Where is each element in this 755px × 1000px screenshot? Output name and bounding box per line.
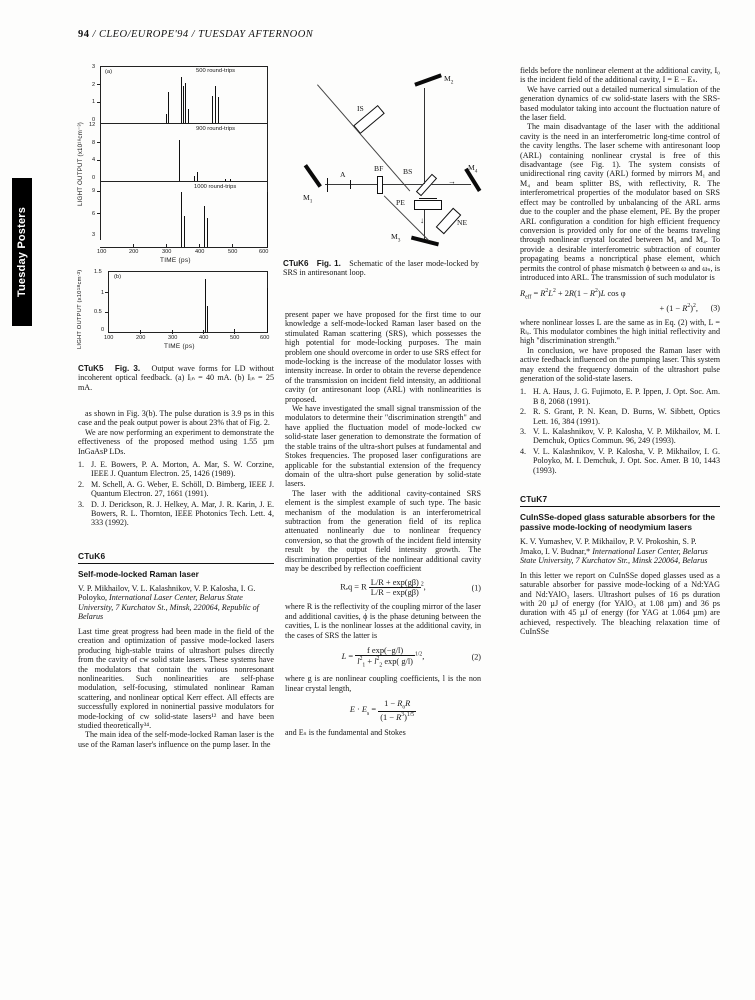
xtick-600b: 600 <box>260 335 270 341</box>
data-spike <box>230 179 231 181</box>
ref-text: D. J. Derickson, R. J. Helkey, A. Mar, J. R. Karin, J. E. Bowers, R. L. Thornton, IEEE Photonics Tech. Lett. 4, 333 (1992). <box>91 499 274 528</box>
section-number-ctuk7: CTuK7 <box>520 494 548 505</box>
label-m4: $M_4$ <box>468 163 478 175</box>
beam-arrow-icon: → <box>448 177 456 186</box>
ytick-0c: 0 <box>101 327 105 333</box>
panel-900-round-trips <box>100 124 268 182</box>
session-name: TUESDAY AFTERNOON <box>198 29 314 40</box>
element-bs <box>416 174 437 197</box>
data-spike <box>212 96 213 123</box>
ytick-2: 2 <box>92 82 96 88</box>
ref-text: V. L. Kalashnikov, V. P. Kalosha, V. P. Mikhailov, M. I. Demchuk, Optics Commun. 96, 249 (1993). <box>533 427 720 446</box>
ytick-3b: 3 <box>92 232 96 238</box>
equation-2: L = $\frac{\text{f exp(−g/l)}}{l^2_1 + l^2_2 \exp( g/l)}$ $^{1/2}$, (2) <box>341 646 481 669</box>
data-spike <box>267 288 268 333</box>
ref-text: J. E. Bowers, P. A. Morton, A. Mar, S. W. Corzine, IEEE J. Quantum Electron. 25, 1426 (1989). <box>91 460 274 479</box>
col1-para-1: as shown in Fig. 3(b). The pulse duration is 3.9 ps in this case and the peak output power is about 23% that of Fig. 2. <box>78 409 274 428</box>
label-ne: NE <box>457 218 468 227</box>
equation-2-fraction <box>355 646 415 668</box>
label-m1: $M_1$ <box>303 193 313 205</box>
xtick-mark-b2 <box>172 330 173 334</box>
equation-4-body: $R_{eff} = R^2L^2 + 2R(1 - R^2)L$ cos φ <box>520 288 626 301</box>
section-number-ctuk6: CTuK6 <box>78 550 106 561</box>
equation-1-number: (1) <box>471 583 481 593</box>
list-item <box>78 500 274 528</box>
label-is: IS <box>357 104 364 113</box>
mirror-m2 <box>414 73 442 86</box>
equation-3: $E \cdot E_s$ = $\frac{1 - R_oR}{(1 - R^3)^{1/5}}$ <box>349 699 415 722</box>
column-3 <box>520 66 720 637</box>
equation-2-denominator: $l^2_1 + l^2_2$ exp( g/l) <box>357 656 413 669</box>
data-spike <box>207 306 208 333</box>
equation-4 <box>520 288 720 300</box>
xaxis-top <box>100 247 268 248</box>
data-spike <box>197 172 198 181</box>
ref-number: 2. <box>78 479 85 489</box>
equation-1-fraction <box>369 578 421 597</box>
figure-left-caption <box>78 364 274 392</box>
equation-3-fraction <box>378 699 416 721</box>
xtick-400b: 400 <box>199 335 209 341</box>
equation-1-power: 2 <box>420 582 424 588</box>
data-spike <box>185 83 186 123</box>
equation-1-denominator: L/R − exp(gβ) <box>370 588 419 598</box>
runhead-sep-2: / <box>191 29 196 40</box>
beam-vertical-m2 <box>424 88 425 184</box>
figure-xlabel-bottom: TIME (ps) <box>164 343 195 350</box>
figure-left-id: CTuK5 <box>78 364 104 373</box>
runhead-sep-1: / <box>92 29 96 40</box>
col3-para-3: The main disadvantage of the laser with the additional cavity is the need in an interferometric long-time control of the cavity lengths. The laser scheme with antiresonant loop (ARL) containing nonlinear crystal is free of this disadvantage (see Fig. 1). The system consists of unidirectional ring cavity (ARL) formed by mirrors M₁ and M₄ and beam splitter BS, with reflectivity, R. The interferometrical properties of the modulator based on SRS effect may be controlled by unbalancing of the ARL arms due to the coupler and the phase element, PE. By the proper ARL configuration a condition for high efficient frequency conversion is provided only for one of the beams traveling through nonlinear crystal located between M₃ and M₄. To provide a desirable interferometric subtraction of counter propagating beams a noncriptical phase element, which permits the control of phase mismatch ϕ between ω and ωₛ, is introduced into ARL. The transmission of such modulator is <box>520 122 720 282</box>
data-spike <box>184 216 185 247</box>
data-spike <box>166 114 167 123</box>
ytick-6: 6 <box>92 211 96 217</box>
col2-para-3: The laser with the additional cavity-contained SRS element is the simplest example of such type. The basic mechanism of the modulation is an interferometrical subtraction from the generation field of its replica attenuated nonlinearly due to nonlinear frequency conversion, so that the growth of the incident field intensity result by the output field intensity growth. The discrimination properties of the nonlinear additional cavity may be described by reflection coefficient <box>285 488 481 573</box>
list-item <box>520 387 720 406</box>
ytick-3: 3 <box>92 64 96 70</box>
list-item <box>520 407 720 426</box>
equation-4-tail: + $(1 - R^2)^2$, <box>659 302 698 313</box>
ytick-0: 0 <box>92 117 96 123</box>
label-pe: PE <box>396 198 405 207</box>
xtick-600: 600 <box>259 249 269 255</box>
element-aperture-a <box>327 178 328 192</box>
element-pe <box>414 200 442 210</box>
xtick-mark-3 <box>199 244 200 248</box>
ytick-0-5: 0.5 <box>94 309 102 315</box>
col2-after-eq2: where g is are nonlinear coupling coefficients, l is the non linear crystal length, <box>285 674 481 693</box>
col3-para-1: fields before the nonlinear element at the additional cavity, I₀ is the incident field of the additional cavity, I = E − Eₛ. <box>520 66 720 85</box>
ytick-8: 8 <box>92 140 96 146</box>
data-spike <box>181 192 182 247</box>
equation-4-number: (3) <box>710 303 720 313</box>
xtick-mark-2 <box>166 244 167 248</box>
ref-text: V. L. Kalashnikov, V. P. Kalosha, V. P. Mikhailov, I. G. Poloyko, M. I. Demchuk, J. Opt. Soc. Amer. B 10, 1443 (1993). <box>533 446 720 475</box>
figure-xlabel-top: TIME (ps) <box>160 257 191 264</box>
data-spike <box>225 179 226 181</box>
ref-number: 1. <box>78 460 85 470</box>
data-spike <box>183 86 184 123</box>
panel-label-b: (b) <box>114 274 122 280</box>
venue-name: CLEO/EUROPE'94 <box>98 29 189 40</box>
ytick-mark-b2 <box>97 160 100 161</box>
ytick-mark-c1 <box>97 191 101 192</box>
col1-body-1: Last time great progress had been made in the field of the creation and optimization of passive mode-locked lasers producing high-stable trains of ultrashort pulses directly from the cavity of cw solid state lasers. These systems have the modulators that contain the various nonresonant nonlinearities. Such nonlinearities are self-phase modulation, self-focusing, stimulated nonlinear Raman scattering, and nonlinear optical Kerr effect. All effects are successfully explored in noninertial passive modulators for mode-locking of cw solid-state lasers¹² and have been studied theoretically³⁴. <box>78 626 274 731</box>
authors-affiliation: International Laser Center, Belarus State University, 7 Kurchatov St., Minsk, 220064, Republic of Belarus <box>78 593 259 622</box>
figure-schematic-caption-text: Schematic of the laser mode-locked by SRS in antiresonant loop. <box>283 259 479 278</box>
label-bs: BS <box>403 167 413 176</box>
ytick-1b: 1 <box>101 290 105 296</box>
running-head <box>78 29 313 40</box>
col3-after-eq4: where nonlinear losses L are the same as in Eq. (2) with, L = Rₗₒ. This modulator combines the high initial reflectivity and high "discrimination strength." <box>520 317 720 346</box>
label-bf: BF <box>374 164 384 173</box>
list-item <box>78 480 274 499</box>
equation-2-numerator: f exp(−g/l) <box>355 646 415 656</box>
col2-para-2: We have investigated the small signal transmission of the modulators to determine their "discrimination strength" and have applied the fluctuation model of mode-locked cw solid-state laser generation to demonstrate the formation of the stable trains of the ultra-short pulses at fundamental and Stokes frequencies. The proposed laser configurations are applicable for the substantial extension of the frequency domain of the ultra-short pulse generation by solid-state lasers. <box>285 404 481 489</box>
figure-schematic-id: CTuK6 <box>283 259 309 268</box>
xtick-400: 400 <box>195 249 205 255</box>
xtick-100b: 100 <box>104 335 114 341</box>
authors-affiliation: International Laser Center, Belarus State University, 7 Kurchatov Str., Minsk 220064, Belarus <box>520 546 708 566</box>
panel-annotation-1000: 1000 round-trips <box>194 184 237 190</box>
xtick-mark-b1 <box>140 330 141 334</box>
equation-1: Rₑq = R $\frac{L/R + \exp(g\beta)}{L/R - \exp(g\beta)}$ $^2$, (1) <box>340 578 481 598</box>
beam-arrow-down-icon: ↓ <box>420 216 424 225</box>
ytick-mark-a2 <box>97 102 100 103</box>
data-spike <box>188 109 189 123</box>
data-spike <box>168 92 169 123</box>
data-spike <box>218 97 219 123</box>
xtick-mark-b3 <box>203 330 204 334</box>
equation-1-numerator: L/R + exp(gβ) <box>370 578 419 588</box>
ytick-1-5: 1.5 <box>94 269 102 275</box>
beam-diagonal <box>317 84 413 191</box>
ytick-mark-c2 <box>97 213 101 214</box>
figure-ylabel-top: LIGHT OUTPUT (x10¹⁸cm⁻³) <box>77 121 84 206</box>
col2-after-eq1: where R is the reflectivity of the coupling mirror of the laser and additional cavities, ϕ is the phase detuning between the cavities, L is the nonlinear losses at the additional cavity, in the cases of SRS the latter is <box>285 602 481 640</box>
list-item <box>520 427 720 446</box>
col3-para-2: We have carried out a detailed numerical simulation of the generation dynamics of cw solid-state lasers with the SRS-based modulator taking into account the fluctuation nature of the laser field. <box>520 84 720 123</box>
data-spike <box>207 218 208 247</box>
xtick-mark-4 <box>232 244 233 248</box>
figure-schematic-laser <box>283 66 483 256</box>
col3-reference-list <box>520 387 720 475</box>
data-spike <box>204 206 205 247</box>
ytick-mark-d2 <box>105 312 108 313</box>
section-tab-tuesday-posters <box>12 178 32 326</box>
col1-para-2: We are now performing an experiment to demonstrate the effectiveness of the proposed method using 1.55 µm InGaAsP LDs. <box>78 427 274 456</box>
ref-text: M. Schell, A. G. Weber, E. Schöll, D. Bimberg, IEEE J. Quantum Electron. 27, 1661 (1991). <box>91 479 274 499</box>
col1-reference-list <box>78 460 274 528</box>
element-aperture-a2 <box>350 180 351 189</box>
section-authors-ctuk7 <box>520 537 720 566</box>
equation-1-lhs: Rₑq = R <box>340 582 367 592</box>
xtick-300: 300 <box>162 249 172 255</box>
data-spike <box>179 174 180 181</box>
list-item <box>520 447 720 475</box>
section-title-ctuk7: CuInSSe-doped glass saturable absorbers for the passive mode-locking of neodymium lasers <box>520 512 716 533</box>
ref-number: 4. <box>520 446 527 456</box>
equation-4-cont <box>520 303 720 313</box>
panel-annotation-500: 500 round-trips <box>196 68 235 74</box>
ref-number: 2. <box>520 407 527 417</box>
ytick-0b: 0 <box>92 175 96 181</box>
section-authors-ctuk6 <box>78 584 274 622</box>
xtick-200: 200 <box>129 249 139 255</box>
section-divider <box>520 506 720 507</box>
panel-label-a: (a) <box>105 69 113 75</box>
ref-number: 1. <box>520 387 527 397</box>
list-item <box>78 460 274 479</box>
col2-para-1: present paper we have proposed for the first time to our knowledge a self-mode-locked Raman laser based on the stimulated Raman scattering (SRS), which possesses the high potential for mode-locking purposes. The main problem one should overcome in order to use SRS effect for mode-locking is the increase of the modulator losses with intensity increase. In order to obtain the reverse dependence of the transmission on incident field intensity, an additional cavity (or antiresonant loop (ARL) with nonlinearities is proposed. <box>285 310 481 404</box>
xtick-300b: 300 <box>168 335 178 341</box>
label-m3: $M_3$ <box>391 232 401 244</box>
figure-left-label: Fig. 3. <box>114 364 141 373</box>
col1-body-2: The main idea of the self-mode-locked Raman laser is the use of the Raman laser's influence on the pump laser. In the <box>78 730 274 749</box>
panel-500-round-trips <box>100 66 268 124</box>
ytick-4: 4 <box>92 157 96 163</box>
section-tab-label: Tuesday Posters <box>16 206 28 298</box>
authors-names: K. V. Yumashev, V. P. Mikhailov, P. V. Prokoshin, S. P. Jmako, I. V. Budnar,* <box>520 537 697 556</box>
ref-text: H. A. Haus, J. G. Fujimoto, E. P. Ippen, J. Opt. Soc. Am. B 8, 2068 (1991). <box>533 387 720 406</box>
equation-3-denominator: $(1 - R^3)^{1/5}$ <box>380 711 415 722</box>
ytick-12: 12 <box>89 122 96 128</box>
section-title-ctuk6: Self-mode-locked Raman laser <box>78 568 199 579</box>
figure-left-caption-text: Output wave forms for LD without incoherent optical feedback. (a) Iᵢₙ = 40 mA. (b) Iᵢₙ = 25 mA. <box>78 364 274 392</box>
mirror-m1 <box>304 164 322 187</box>
label-a: A <box>340 170 346 179</box>
xtick-500b: 500 <box>230 335 240 341</box>
figure-schematic-label: Fig. 1. <box>316 259 341 268</box>
xtick-200b: 200 <box>136 335 146 341</box>
figure-output-waveforms <box>78 66 274 358</box>
col3-body-1: In this letter we report on CuInSSe doped glasses used as a saturable absorber for passive mode-locking of a Nd:YAG and Nd:YAlO₃ lasers. Ultrashort pulses of 16 ps duration with 20 µJ of energy (for YAlO₃ at 1.08 µm) and 36 ps duration with 45 µJ of energy (for YAG at 1.064 µm) are achieved, respectively. The bleaching relaxation time of CuInSSe <box>520 570 720 637</box>
ytick-9: 9 <box>92 188 96 194</box>
col2-after-eq3: and Eₛ is the fundamental and Stokes <box>285 727 406 737</box>
figure-schematic-caption <box>283 259 479 278</box>
page-number: 94 <box>78 29 90 40</box>
xtick-mark-b4 <box>234 330 235 334</box>
panel-b-plot <box>108 271 268 333</box>
ytick-1: 1 <box>92 99 96 105</box>
element-pe-plate <box>419 198 437 199</box>
ytick-mark-d1 <box>105 292 108 293</box>
xtick-100: 100 <box>97 249 107 255</box>
col3-para-4: In conclusion, we have proposed the Raman laser with active feedback influenced on the pumping laser. This system may extend the frequency domain of the ultrashort pulse generation of the solid-state lasers. <box>520 345 720 384</box>
equation-3-numerator: $1 - R_oR$ <box>378 699 416 712</box>
ytick-mark-a1 <box>97 84 100 85</box>
column-1 <box>78 409 274 749</box>
ytick-mark-b1 <box>97 142 100 143</box>
xtick-mark-1 <box>133 244 134 248</box>
ref-text: R. S. Grant, P. N. Kean, D. Burns, W. Sibbett, Optics Lett. 16, 384 (1991). <box>533 407 720 426</box>
authors-names: V. P. Mikhailov, V. L. Kalashnikov, V. P. Kalosha, I. G. Poloyko, <box>78 583 256 603</box>
data-spike <box>194 176 195 181</box>
column-2 <box>285 310 481 737</box>
ref-number: 3. <box>520 427 527 437</box>
equation-2-number: (2) <box>471 652 481 662</box>
element-bf <box>377 176 383 194</box>
panel-annotation-900: 900 round-trips <box>196 126 235 132</box>
section-divider <box>78 563 274 564</box>
figure-ylabel-bottom: LIGHT OUTPUT (x1018cm-3) <box>77 269 83 349</box>
data-spike <box>267 192 268 247</box>
label-m2: $M_2$ <box>444 74 454 86</box>
xtick-500: 500 <box>228 249 238 255</box>
ref-number: 3. <box>78 499 85 509</box>
data-spike <box>215 86 216 123</box>
